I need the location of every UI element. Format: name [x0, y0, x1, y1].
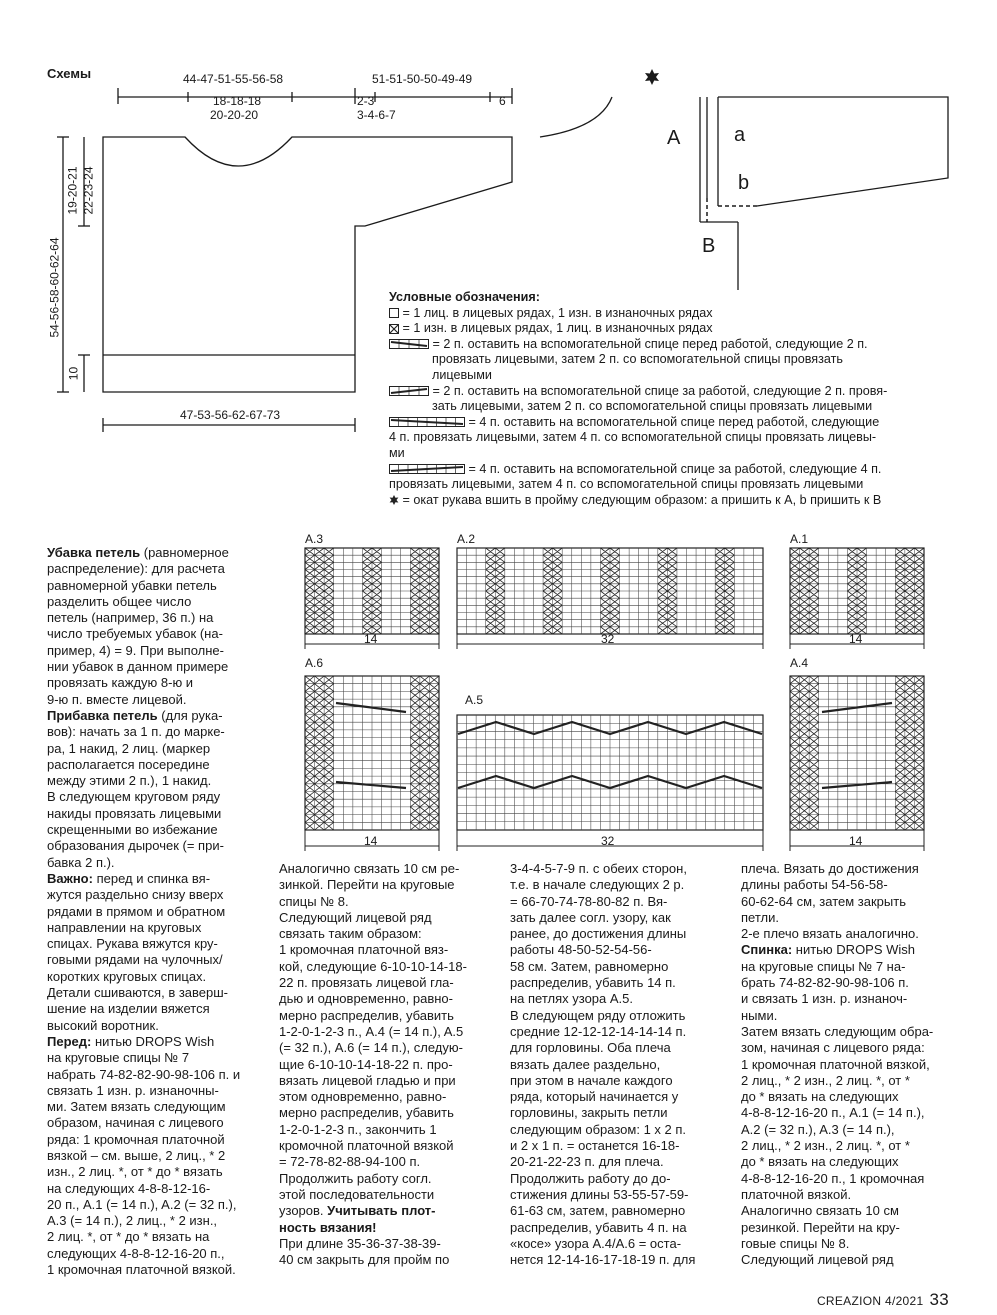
text-line: платочной вязкой.	[741, 1186, 852, 1202]
dim-rib: 10	[66, 366, 81, 381]
chart-title-a6: A.6	[305, 656, 324, 670]
text-line: 40 см закрыть для пройм по	[279, 1252, 450, 1268]
text-line: резинкой. Перейти на кру-	[741, 1219, 900, 1235]
text-line: коротких круговых спицах.	[47, 968, 207, 984]
seam-label-b: b	[738, 172, 750, 194]
seam-label-a: a	[734, 124, 746, 146]
chart-count-a5: 32	[601, 834, 615, 848]
dim-armhole-1: 19-20-21	[65, 166, 80, 215]
legend-cable-4-front: = 4 п. оставить на вспомогательной спице перед работой, следующие	[389, 415, 959, 431]
legend-purl: = 1 изн. в лицевых рядах, 1 лиц. в изнаночных рядах	[389, 321, 959, 337]
text-line: ность вязания!	[279, 1219, 377, 1235]
text-line: пример, 4) = 9. При выполне-	[47, 642, 224, 658]
text-line: щие 6-10-10-14-18-22 п. про-	[279, 1056, 453, 1072]
legend-line: 4 п. провязать лицевыми, затем 4 п. со вспомогательной спицы провязать лицевы-	[389, 430, 877, 445]
text-column-4	[741, 861, 933, 1268]
chart-a5	[457, 715, 763, 851]
text-column-1	[47, 545, 240, 1278]
dim-armhole-2: 22-23-24	[81, 166, 96, 215]
chart-count-a3: 14	[364, 632, 378, 646]
text-line: 58 см. Затем, равномерно	[510, 958, 669, 974]
text-line: до * вязать на следующих	[741, 1089, 899, 1105]
chart-count-a6: 14	[364, 834, 378, 848]
text-line: связать 1 изн. р. изнаночны-	[47, 1082, 219, 1098]
text-line: 2-е плечо вязать аналогично.	[741, 926, 919, 942]
text-line: ряда: 1 кромочная платочной	[47, 1131, 225, 1147]
chart-count-a2: 32	[601, 632, 615, 646]
text-line: говые спицы № 8.	[741, 1235, 850, 1251]
text-line: 2 лиц., * 2 изн., 2 лиц. *, от *	[741, 1138, 910, 1154]
text-line: зинкой. Перейти на круговые	[279, 877, 455, 893]
text-line: между этими 2 п.), 1 накид.	[47, 773, 212, 789]
chart-a6	[305, 676, 439, 851]
text-line: т.е. в начале следующих 2 р.	[510, 877, 685, 893]
text-line: кромочной платочной вязкой	[279, 1138, 454, 1154]
text-line: петли.	[741, 909, 779, 925]
page-title: Схемы	[47, 66, 92, 81]
text-line: 1-2-0-1-2-3 п., A.4 (= 14 п.), A.5	[279, 1023, 464, 1039]
text-line: скрещенными во избежание	[47, 822, 218, 838]
text-line: Продолжить работу до до-	[510, 1170, 671, 1186]
text-line: A.2 (= 32 п.), A.3 (= 14 п.),	[741, 1121, 895, 1137]
text-line: Спинка: нитью DROPS Wish	[741, 942, 916, 958]
legend-cable-2-back: = 2 п. оставить на вспомогательной спице за работой, следующие 2 п. провя-	[389, 384, 959, 400]
text-line: располагается посередине	[47, 756, 210, 772]
text-line: мерно распределив, убавить	[279, 1007, 454, 1023]
page-number: 33	[929, 1290, 949, 1309]
text-line: на круговые спицы № 7	[47, 1050, 190, 1066]
chart-title-a2: A.2	[457, 532, 476, 546]
text-line: 60-62-64 см, затем закрыть	[741, 893, 906, 909]
text-line: вов): начать за 1 п. до марке-	[47, 724, 225, 740]
chart-title-a5: A.5	[465, 693, 484, 707]
chart-title-a3: A.3	[305, 532, 324, 546]
text-line: до * вязать на следующих	[741, 1154, 899, 1170]
text-line: набрать 74-82-82-90-98-106 п. и	[47, 1066, 241, 1082]
text-line: При длине 35-36-37-38-39-	[279, 1235, 441, 1251]
chart-count-a1: 14	[849, 632, 863, 646]
text-line: 2 лиц., * 2 изн., 2 лиц. *, от *	[741, 1072, 910, 1088]
text-line: 2 лиц. *, от * до * вязать на	[47, 1229, 210, 1245]
text-line: вязать далее раздельно,	[510, 1056, 661, 1072]
text-line: ранее, до достижения длины	[510, 926, 687, 942]
text-line: на круговые спицы № 7 на-	[741, 958, 906, 974]
text-line: изн., 2 лиц. *, от * до * вязать	[47, 1164, 223, 1180]
legend-line: провязать лицевыми, затем 4 п. со вспомогательной спицы провязать лицевыми	[389, 477, 864, 492]
text-line: A.3 (= 14 п.), 2 лиц., * 2 изн.,	[47, 1213, 218, 1229]
text-line: Важно: перед и спинка вя-	[47, 870, 211, 886]
legend-line: провязать лицевыми, затем 2 п. со вспомогательной спицы провязать	[432, 352, 843, 367]
text-line: образом, начиная с лицевого	[47, 1115, 224, 1131]
text-line: следующим образом: 1 х 2 п.	[510, 1121, 687, 1137]
text-line: ра, 1 накид, 2 лиц. (маркер	[47, 740, 211, 756]
text-line: 1 кромочная платочной вязкой.	[47, 1262, 236, 1278]
legend-line: ми	[389, 445, 405, 460]
text-line: Перед: нитью DROPS Wish	[47, 1033, 215, 1049]
text-line: жутся раздельно снизу вверх	[47, 887, 224, 903]
text-line: 20 п., A.1 (= 14 п.), A.2 (= 32 п.),	[47, 1196, 237, 1212]
text-line: 4-8-8-12-16-20 п., A.1 (= 14 п.),	[741, 1105, 925, 1121]
text-line: Аналогично связать 10 см	[741, 1203, 899, 1219]
dim-top-left: 44-47-51-55-56-58	[183, 72, 284, 86]
text-line: следующих 4-8-8-12-16-20 п.,	[47, 1245, 225, 1261]
legend-line: лицевыми	[432, 367, 492, 382]
legend-title: Условные обозначения:	[389, 290, 540, 304]
seam-label-A: A	[667, 127, 681, 149]
text-line: вязкой – см. выше, 2 лиц., * 2	[47, 1147, 226, 1163]
text-line: направлении на круговых	[47, 919, 202, 935]
text-line: этой последовательности	[279, 1186, 435, 1202]
page-footer	[817, 1290, 949, 1310]
text-line: Затем вязать следующим обра-	[741, 1023, 934, 1039]
text-line: Аналогично связать 10 см ре-	[279, 861, 460, 876]
text-line: распределив, убавить 14 п.	[510, 975, 676, 991]
text-line: спицы № 8.	[279, 893, 349, 909]
text-line: этом одновременно, равно-	[279, 1089, 447, 1105]
text-line: зать далее согл. узору, как	[510, 909, 671, 925]
text-line: рядами в прямом и обратном	[47, 903, 226, 919]
text-line: нется 12-14-16-17-18-19 п. для	[510, 1252, 696, 1268]
text-line: = 72-78-82-88-94-100 п.	[279, 1154, 421, 1170]
text-line: ными.	[741, 1007, 778, 1023]
text-line: Продолжить работу согл.	[279, 1170, 432, 1186]
text-line: высокий воротник.	[47, 1017, 159, 1033]
dim-shoulder-1: 2-3	[357, 94, 375, 108]
text-line: на петлях узора A.5.	[510, 991, 634, 1007]
text-line: спицах. Рукава вяжутся кру-	[47, 936, 218, 952]
text-line: стижения длины 53-55-57-59-	[510, 1186, 689, 1202]
text-line: плеча. Вязать до достижения	[741, 861, 919, 876]
legend-line: зать лицевыми, затем 2 п. со вспомогательной спицы провязать лицевыми	[432, 399, 873, 414]
text-line: Следующий лицевой ряд	[279, 909, 432, 925]
text-line: нии убавок в данном примере	[47, 659, 229, 675]
text-line: 1 кромочная платочной вяз-	[279, 942, 449, 958]
text-line: Убавка петель (равномерное	[47, 545, 229, 560]
dim-shoulder-2: 3-4-6-7	[357, 108, 396, 122]
text-line: 1-2-0-1-2-3 п., закончить 1	[279, 1121, 437, 1137]
chart-count-a4: 14	[849, 834, 863, 848]
text-line: при этом в начале каждого	[510, 1072, 673, 1088]
text-line: накиды провязать лицевыми	[47, 805, 222, 821]
text-line: длины работы 54-56-58-	[741, 877, 888, 893]
text-line: провязать каждую 8-ю и	[47, 675, 194, 691]
dim-top-right: 51-51-50-50-49-49	[372, 72, 473, 86]
text-line: «косе» узора A.4/A.6 = оста-	[510, 1235, 682, 1251]
legend-cable-2-front: = 2 п. оставить на вспомогательной спице перед работой, следующие 2 п.	[389, 337, 959, 353]
text-line: 4-8-8-12-16-20 п., 1 кромочная	[741, 1170, 925, 1186]
text-line: связать таким образом:	[279, 926, 422, 942]
text-line: кой, следующие 6-10-10-14-18-	[279, 958, 467, 974]
chart-title-a4: A.4	[790, 656, 809, 670]
text-line: разделить общее число	[47, 593, 192, 609]
magazine-name: CREAZION 4/2021	[816, 1294, 924, 1308]
text-line: вязать лицевой гладью и при	[279, 1072, 456, 1088]
text-line: средние 12-12-12-14-14-14 п.	[510, 1023, 687, 1039]
text-column-3	[510, 861, 695, 1268]
seam-label-B: B	[702, 235, 716, 257]
text-line: дью и одновременно, равно-	[279, 991, 453, 1007]
text-line: зом, начиная с лицевого ряда:	[741, 1040, 925, 1056]
text-line: равномерной убавки петель	[47, 577, 217, 593]
text-line: ряда, который начинается у	[510, 1089, 679, 1105]
chart-a4	[790, 676, 924, 851]
text-line: брать 74-82-82-90-98-106 п.	[741, 975, 909, 991]
text-line: горловины, закрыть петли	[510, 1105, 668, 1121]
text-line: и связать 1 изн. р. изнаноч-	[741, 991, 908, 1007]
text-line: ми. Затем вязать следующим	[47, 1099, 226, 1115]
dim-body-length: 54-56-58-60-62-64	[47, 237, 62, 338]
text-line: 9-ю п. вместе лицевой.	[47, 691, 187, 707]
text-line: распределение): для расчета	[47, 561, 225, 577]
text-line: работы 48-50-52-54-56-	[510, 942, 652, 958]
legend-cable-4-back: = 4 п. оставить на вспомогательной спице за работой, следующие 4 п.	[389, 462, 959, 478]
text-line: для горловины. Оба плеча	[510, 1040, 671, 1056]
text-column-2	[279, 861, 467, 1268]
text-line: 22 п. провязать лицевой гла-	[279, 975, 454, 991]
text-line: Следующий лицевой ряд	[741, 1252, 894, 1268]
text-line: = 66-70-74-78-80-82 п. Вя-	[510, 893, 668, 909]
text-line: мерно распределив, убавить	[279, 1105, 454, 1121]
text-line: бавка 2 п.).	[47, 854, 115, 870]
text-line: Прибавка петель (для рука-	[47, 707, 223, 723]
text-line: шение на изделии вяжется	[47, 1001, 210, 1017]
text-line: В следующем ряду отложить	[510, 1007, 686, 1023]
text-line: 61-63 см, затем, равномерно	[510, 1203, 686, 1219]
text-line: 20-21-22-23 п. для плеча.	[510, 1154, 664, 1170]
legend-knit: = 1 лиц. в лицевых рядах, 1 изн. в изнаночных рядах	[389, 306, 959, 322]
text-line: число требуемых убавок (на-	[47, 626, 223, 642]
dim-neck-1: 18-18-18	[213, 94, 262, 108]
dim-bottom-width: 47-53-56-62-67-73	[180, 408, 281, 422]
text-line: В следующем круговом ряду	[47, 789, 221, 805]
legend-star: = окат рукава вшить в пройму следующим образом: a пришить к A, b пришить к B	[389, 493, 959, 509]
text-line: узоров. Учитывать плот-	[279, 1203, 436, 1219]
text-line: (= 32 п.), A.6 (= 14 п.), следую-	[279, 1040, 463, 1056]
text-line: петель (например, 36 п.) на	[47, 610, 214, 626]
text-line: образования дырочек (= при-	[47, 838, 224, 854]
chart-title-a1: A.1	[790, 532, 809, 546]
text-line: 1 кромочная платочной вязкой,	[741, 1056, 930, 1072]
text-line: говыми рядами на чулочных/	[47, 952, 223, 968]
text-line: на следующих 4-8-8-12-16-	[47, 1180, 211, 1196]
dim-cuff: 6	[499, 94, 506, 108]
text-line: и 2 х 1 п. = останется 16-18-	[510, 1138, 680, 1154]
text-line: Детали сшиваются, в заверш-	[47, 985, 229, 1001]
text-line: распределив, убавить 4 п. на	[510, 1219, 687, 1235]
dim-neck-2: 20-20-20	[210, 108, 259, 122]
text-line: 3-4-4-5-7-9 п. с обеих сторон,	[510, 861, 687, 876]
